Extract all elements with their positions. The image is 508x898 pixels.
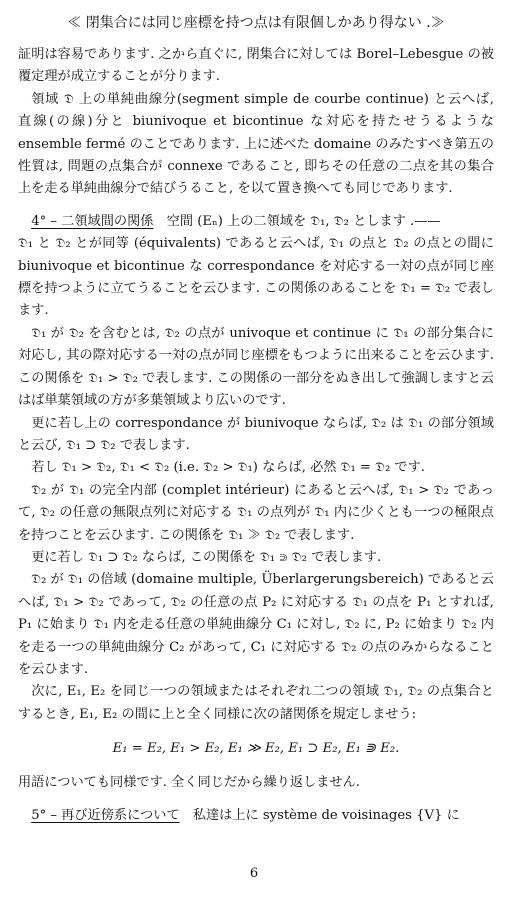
paragraph-proof: 証明は容易であります. 之から直ぐに, 閉集合に対しては Borel–Lebesgue の被覆定理が成立することが分ります. [18,47,494,85]
paragraph-equivalent: 𝔇₁ と 𝔇₂ とが同等 (équivalents) であると云へば, 𝔇₁ の点と 𝔇₂ の点との間に biunivoque et bicontinue な correspondance を対応する一対の点が同じ座標を持つように立てうることを云ひます. この関係のあることを 𝔇₁ = 𝔇₂ で表します. [18,236,494,319]
section-4-header [18,211,494,233]
spacer [18,201,494,211]
paragraph-interior-sub: 更に若し 𝔇₁ ⊃ 𝔇₂ ならば, この関係を 𝔇₁ ⋑ 𝔇₂ で表します. [31,549,382,565]
paragraph-equality: 若し 𝔇₁ > 𝔇₂, 𝔇₁ < 𝔇₂ (i.e. 𝔇₂ > 𝔇₁) ならば, 必然 𝔇₁ = 𝔇₂ です. [31,460,425,476]
paragraph-terminology: 用語についても同様です. 全く同じだから繰り返しません. [18,775,360,791]
page-number: 6 [249,866,259,881]
paragraph-subdomain: 更に若し上の correspondance が biunivoque ならば, 𝔇₂ は 𝔇₁ の部分領域と云び, 𝔇₁ ⊃ 𝔇₂ で表します. [18,415,494,453]
paragraph-simple-curve: 領域 𝔇 上の単純曲線分(segment simple de courbe continue) と云へば, 直線(の線)分と biunivoque et bicontinue な対応を持たせうるような ensemble fermé のことであります. 上に述べた domaine のみたすべき第五の性質は, 問題の点集合が connexe であること, 即ちその任意の二点を其の集合上を走る単純曲線分で結びうること, を以て置き換へても同じであります. [18,91,494,197]
section-5-title: 5° – 再び近傍系について [31,807,180,823]
theorem-heading: ≪ 閉集合には同じ座標を持つ点は有限個しかあり得ない .≫ [67,15,445,31]
section-5-header [18,805,494,827]
relations-formula: E₁ = E₂, E₁ > E₂, E₁ ≫ E₂, E₁ ⊃ E₂, E₁ ⋑ E₂. [112,741,400,757]
section-4-lead: 空間 (Eₙ) 上の二領域を 𝔇₁, 𝔇₂ とします .—— [166,213,441,229]
spacer [18,795,494,805]
paragraph-interior: 𝔇₂ が 𝔇₁ の完全内部 (complet intérieur) にあると云へば, 𝔇₁ > 𝔇₂ であって, 𝔇₂ の任意の無限点列に対応する 𝔇₁ の点列が 𝔇₁ 内に少くとも一つの極限点を持つことを云ひます. この関係を 𝔇₁ ≫ 𝔇₂ で表します. [18,482,494,543]
section-5-lead: 私達は上に système de voisinages {V} に [192,807,460,823]
paragraph-contains: 𝔇₁ が 𝔇₂ を含むとは, 𝔇₂ の点が univoque et continue に 𝔇₁ の部分集合に対応し, 其の際対応する一対の点が同じ座標をもつように出来ることを云ひます. この関係を 𝔇₁ > 𝔇₂ で表します. この関係の一部分をぬき出して強調しますと云はば単葉領域の方が多葉領域より広いのです. [18,325,494,409]
section-4-title: 4° – 二領域間の関係 [31,213,154,229]
paragraph-point-sets: 次に, E₁, E₂ を同じ一つの領域またはそれぞれ二つの領域 𝔇₁, 𝔇₂ の点集合とするとき, E₁, E₂ の間に上と全く同様に次の諸関係を規定しませう: [18,684,494,722]
paragraph-multiple: 𝔇₂ が 𝔇₁ の倍域 (domaine multiple, Überlargerungsbereich) であると云へば, 𝔇₁ > 𝔇₂ であって, 𝔇₂ の任意の点 P₂ に対応する 𝔇₁ の点を P₁ とすれば, P₁ に始まり 𝔇₁ 内を走る任意の単純曲線分 C₁ に対し, 𝔇₂ に, P₂ に始まり 𝔇₂ 内を走る一つの単純曲線分 C₂ があって, C₁ に対応する 𝔇₂ の点のみからなることを云ひます. [18,572,494,677]
